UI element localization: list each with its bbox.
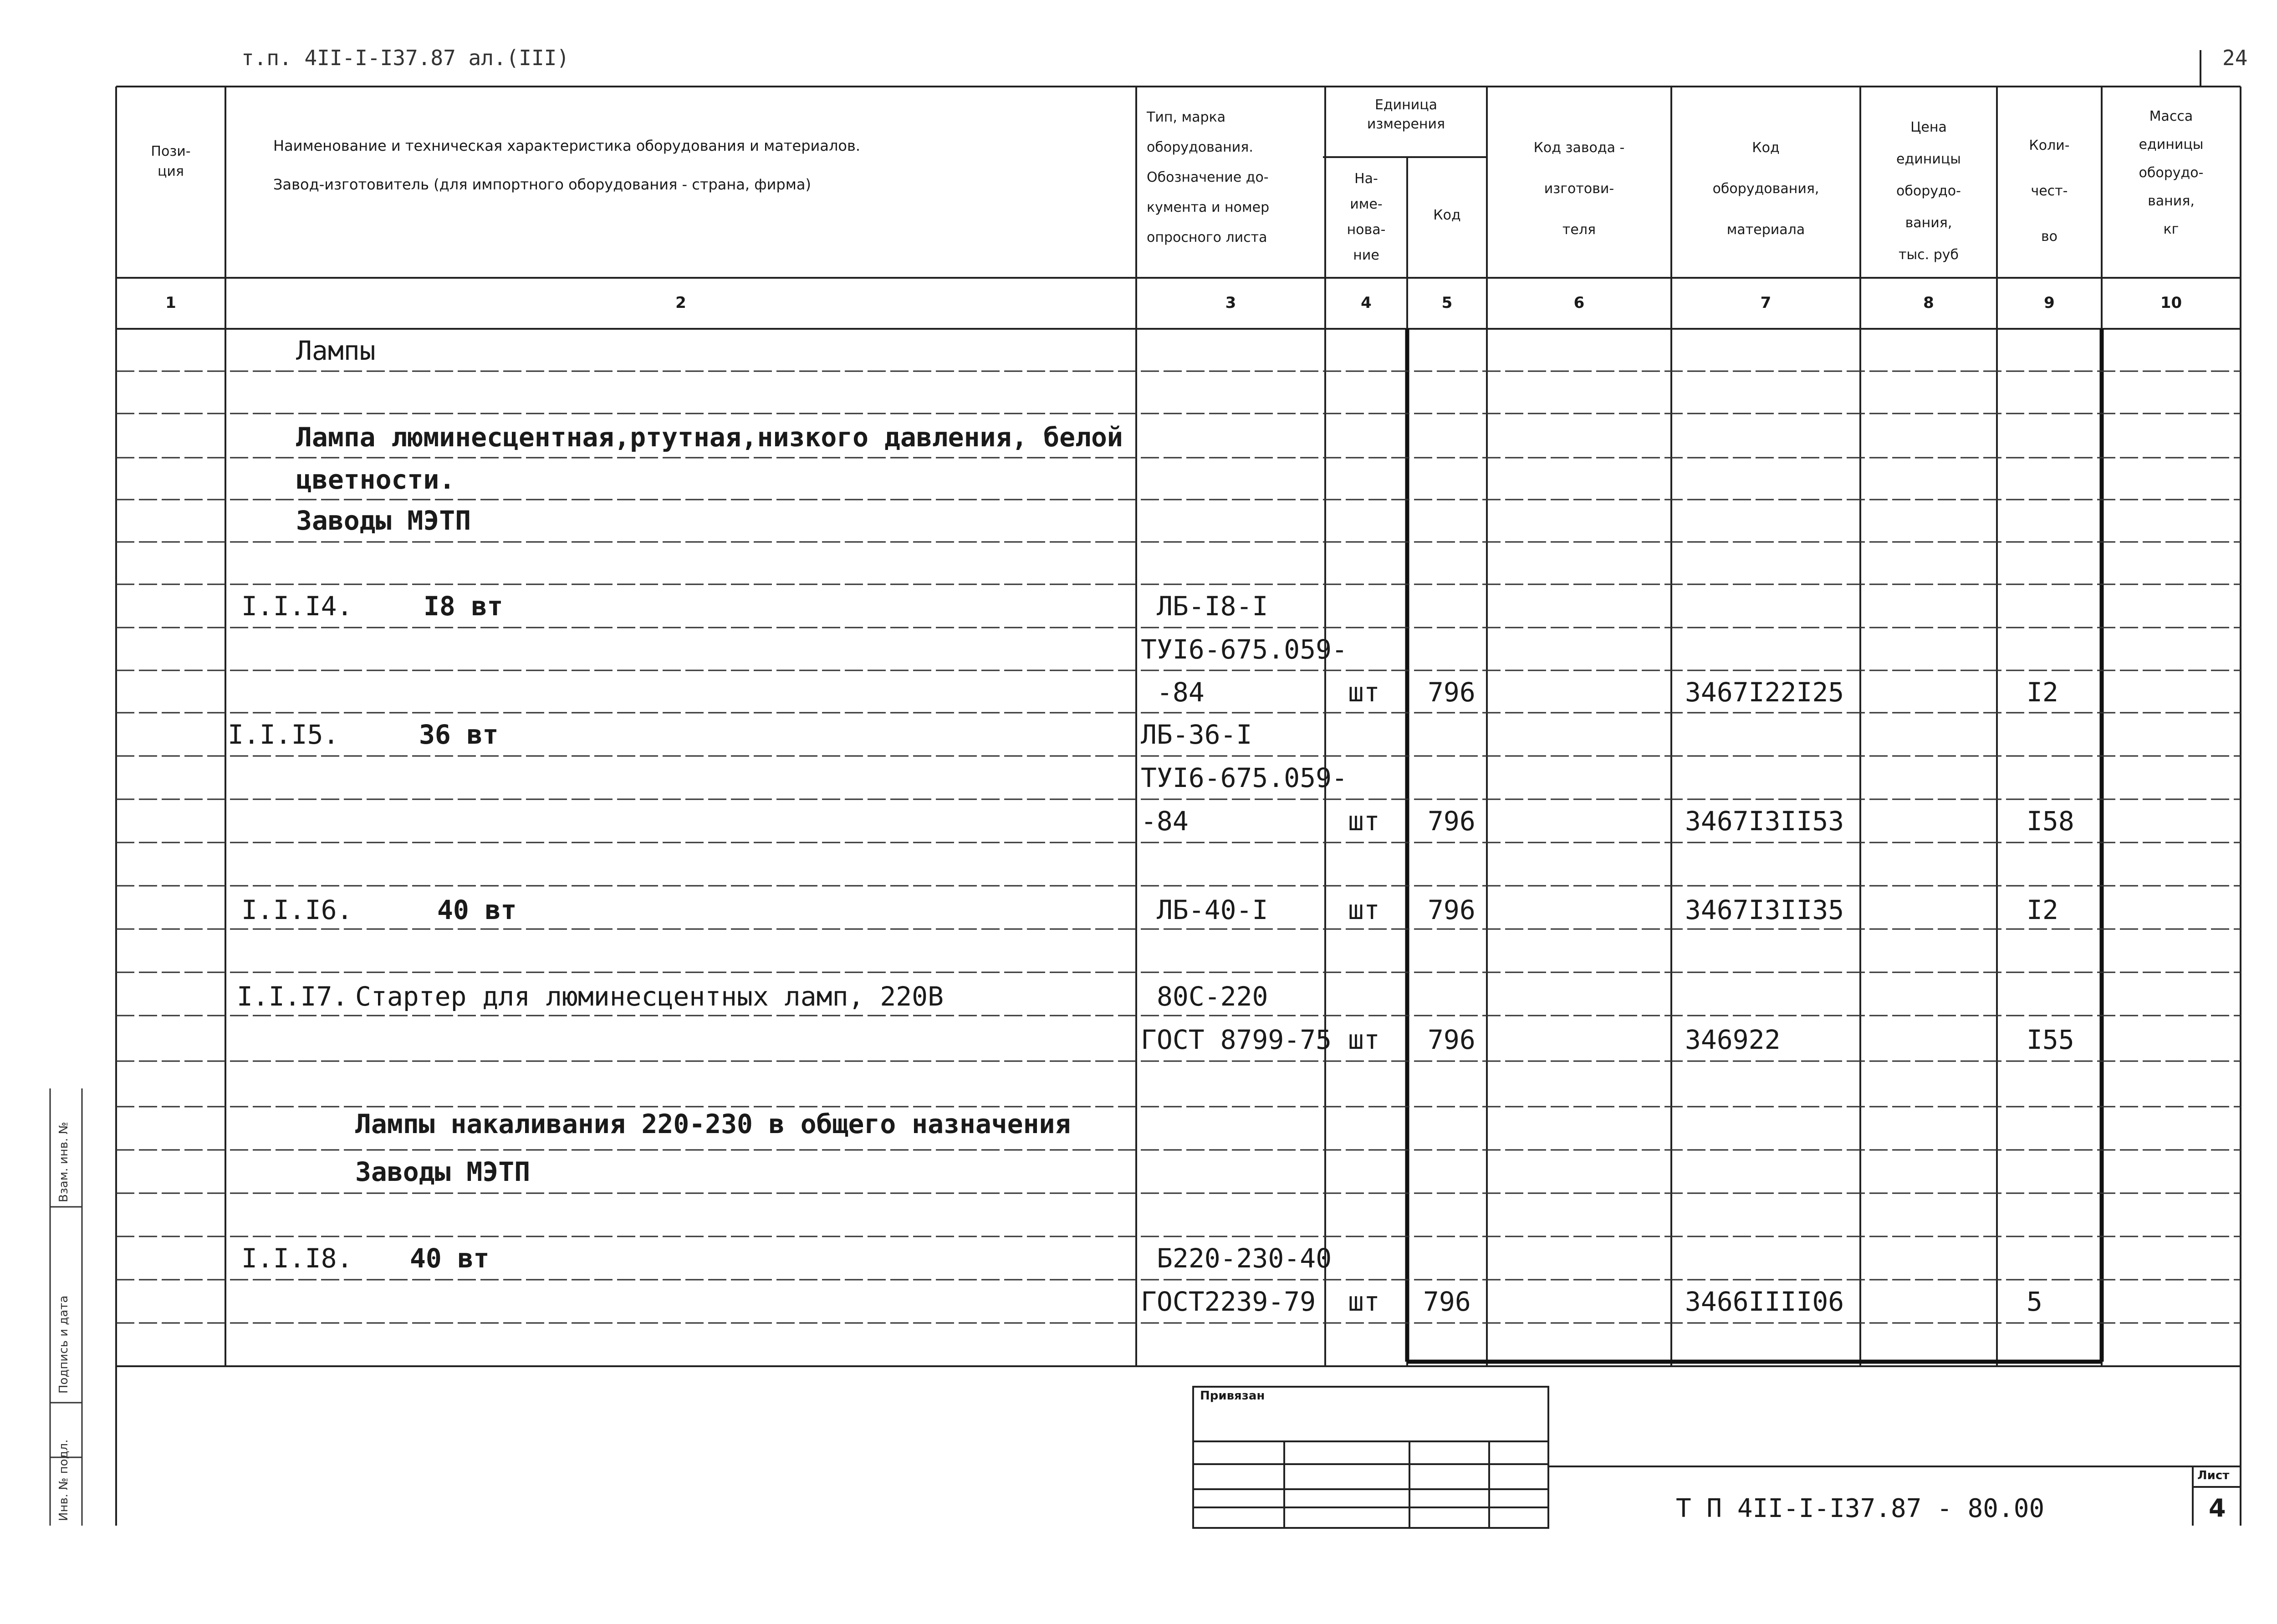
position-number: I.I.I8. <box>241 1243 353 1274</box>
position-number: I.I.I6. <box>241 894 353 925</box>
header-type: Тип, марка оборудования. Обозначение до- кумента и номер опросного листа <box>1147 109 1270 245</box>
type-mark: -84 <box>1157 677 1205 708</box>
side-label-replacement: Взам. инв. № <box>57 1122 71 1202</box>
column-number: 3 <box>1225 294 1236 312</box>
quantity: I55 <box>2027 1024 2074 1055</box>
type-mark: ТУI6-675.059- <box>1141 762 1348 793</box>
position-number: I.I.I5. <box>228 719 339 750</box>
unit-code: 796 <box>1428 806 1475 837</box>
column-number: 1 <box>165 294 176 312</box>
column-number: 4 <box>1361 294 1372 312</box>
position-number: I.I.I7. <box>237 981 348 1012</box>
type-mark: ТУI6-675.059- <box>1141 634 1348 665</box>
quantity: 5 <box>2027 1286 2042 1317</box>
header-price: Цена единицы оборудо- вания, тыс. руб <box>1896 119 1961 263</box>
equipment-code: 3466IIII06 <box>1685 1286 1844 1317</box>
column-number: 2 <box>675 294 686 312</box>
sheet-number: 4 <box>2209 1494 2226 1522</box>
item-description: цветности. <box>296 464 455 495</box>
page-number: 24 <box>2222 46 2248 70</box>
side-label-inventory: Инв. № подл. <box>57 1439 71 1521</box>
item-description: Лампа люминесцентная,ртутная,низкого давления, белой <box>296 422 1123 453</box>
manufacturer: Заводы МЭТП <box>355 1156 531 1187</box>
type-mark: -84 <box>1141 806 1189 837</box>
header-unit-code: Код <box>1433 207 1461 223</box>
unit-name: шт <box>1348 1286 1380 1317</box>
header-equipment-code: Код оборудования, материала <box>1712 140 1819 238</box>
unit-name: шт <box>1348 1024 1380 1055</box>
section-title: Лампы накаливания 220-230 в общего назначения <box>355 1108 1071 1139</box>
sheet-label: Лист <box>2197 1469 2230 1482</box>
unit-code: 796 <box>1423 1286 1471 1317</box>
equipment-code: 3467I3II35 <box>1685 894 1844 925</box>
header-position: Пози- ция <box>151 143 191 179</box>
type-mark: ЛБ-40-I <box>1157 894 1268 925</box>
item-description: 40 вт <box>437 894 517 925</box>
header-unit: Единица измерения <box>1367 97 1445 132</box>
document-reference: т.п. 4II-I-I37.87 ал.(III) <box>241 46 570 70</box>
header-unit-name: На- име- нова- ние <box>1347 171 1386 263</box>
column-number: 6 <box>1573 294 1585 312</box>
item-description: I8 вт <box>424 591 503 622</box>
column-number: 7 <box>1760 294 1772 312</box>
column-number: 5 <box>1441 294 1453 312</box>
equipment-code: 3467I22I25 <box>1685 677 1844 708</box>
type-mark: ГОСТ 8799-75 <box>1141 1024 1332 1055</box>
type-mark: ЛБ-36-I <box>1141 719 1252 750</box>
column-number: 10 <box>2160 294 2182 312</box>
header-quantity: Коли- чест- во <box>2029 138 2070 245</box>
unit-code: 796 <box>1428 1024 1475 1055</box>
header-mass: Масса единицы оборудо- вания, кг <box>2139 108 2204 237</box>
column-number: 8 <box>1923 294 1934 312</box>
section-title: Лампы <box>296 335 376 366</box>
manufacturer: Заводы МЭТП <box>296 505 471 536</box>
unit-code: 796 <box>1428 894 1475 925</box>
item-description: 36 вт <box>419 719 499 750</box>
type-mark: ЛБ-I8-I <box>1157 591 1268 622</box>
item-description: Стартер для люминесцентных ламп, 220В <box>355 981 944 1012</box>
equipment-code: 3467I3II53 <box>1685 806 1844 837</box>
unit-name: шт <box>1348 677 1380 708</box>
type-mark: ГОСТ2239-79 <box>1141 1286 1316 1317</box>
position-number: I.I.I4. <box>241 591 353 622</box>
side-label-signature: Подпись и дата <box>57 1295 71 1394</box>
unit-name: шт <box>1348 894 1380 925</box>
column-number: 9 <box>2044 294 2055 312</box>
stamp-linked-label: Привязан <box>1200 1389 1265 1403</box>
equipment-code: 346922 <box>1685 1024 1781 1055</box>
type-mark: Б220-230-40 <box>1157 1243 1332 1274</box>
header-name: Наименование и техническая характеристика оборудования и материалов. Завод-изготовитель (для импортного оборудования - страна, фирма) <box>273 137 860 193</box>
document-code: Т П 4II-I-I37.87 - 80.00 <box>1676 1494 2045 1523</box>
unit-name: шт <box>1348 806 1380 837</box>
quantity: I2 <box>2027 677 2058 708</box>
unit-code: 796 <box>1428 677 1475 708</box>
type-mark: 80С-220 <box>1157 981 1268 1012</box>
item-description: 40 вт <box>410 1243 490 1274</box>
header-factory-code: Код завода - изготови- теля <box>1533 140 1625 238</box>
quantity: I2 <box>2027 894 2058 925</box>
quantity: I58 <box>2027 806 2074 837</box>
